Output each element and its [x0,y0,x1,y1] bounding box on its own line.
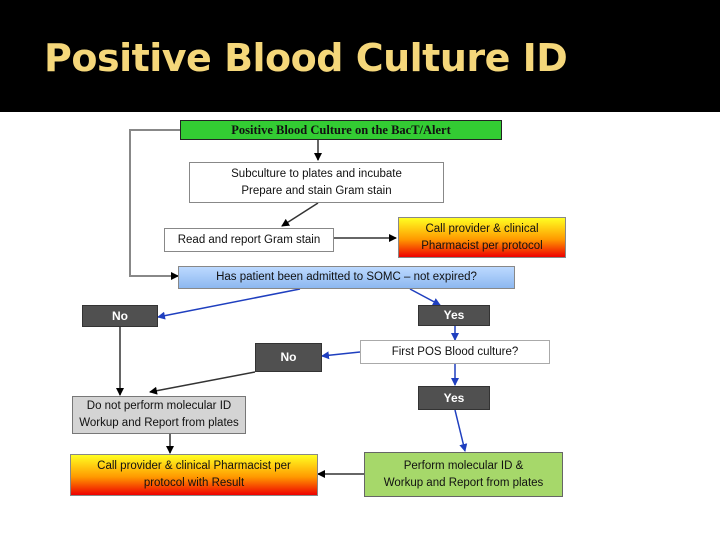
call-provider-top-node [398,217,566,258]
read-report-label: Read and report Gram stain [177,233,321,246]
arrow-first-pos-to-no [322,352,360,356]
yes-right-node [418,305,490,326]
page-title: Positive Blood Culture ID [44,36,568,80]
no-left-label: No [112,308,128,323]
yes-right-label: Yes [443,308,465,322]
yes-lower-node [418,386,490,410]
perform-molecular-node [364,452,563,497]
no-middle-node [255,343,322,372]
arrow-loop-to-question [130,130,180,276]
start-node [180,120,502,140]
perform-molecular-line-2: Workup and Report from plates [383,476,544,489]
call-provider-bottom-line-1: Call provider & clinical Pharmacist per [97,460,291,472]
call-provider-bottom-node [70,454,318,496]
no-middle-label: No [280,350,297,364]
read-report-node [164,228,334,252]
no-molecular-line-1: Do not perform molecular ID [86,400,232,412]
arrow-yes-to-perform-molecular [455,410,465,451]
subculture-line-2: Prepare and stain Gram stain [241,184,392,197]
call-provider-top-line-2: Pharmacist per protocol [421,239,543,252]
first-pos-question-node [360,340,550,364]
perform-molecular-line-1: Perform molecular ID & [403,459,524,472]
subculture-line-1: Subculture to plates and incubate [231,167,402,180]
arrow-question-to-yes [410,289,440,305]
no-molecular-line-2: Workup and Report from plates [79,417,239,429]
admitted-question-node [178,266,515,289]
first-pos-question-label: First POS Blood culture? [391,345,519,358]
start-node-label: Positive Blood Culture on the BacT/Alert [231,122,451,137]
yes-lower-label: Yes [443,390,465,405]
arrow-question-to-no [158,289,300,317]
no-molecular-node [72,396,246,434]
call-provider-bottom-line-2: protocol with Result [143,477,245,489]
admitted-question-label: Has patient been admitted to SOMC – not expired? [216,271,477,283]
no-left-node [82,305,158,327]
arrow-middle-no-to-no-molecular [150,372,255,392]
subculture-node [189,162,444,203]
call-provider-top-line-1: Call provider & clinical [425,222,539,235]
arrow-subculture-to-read [282,203,318,226]
